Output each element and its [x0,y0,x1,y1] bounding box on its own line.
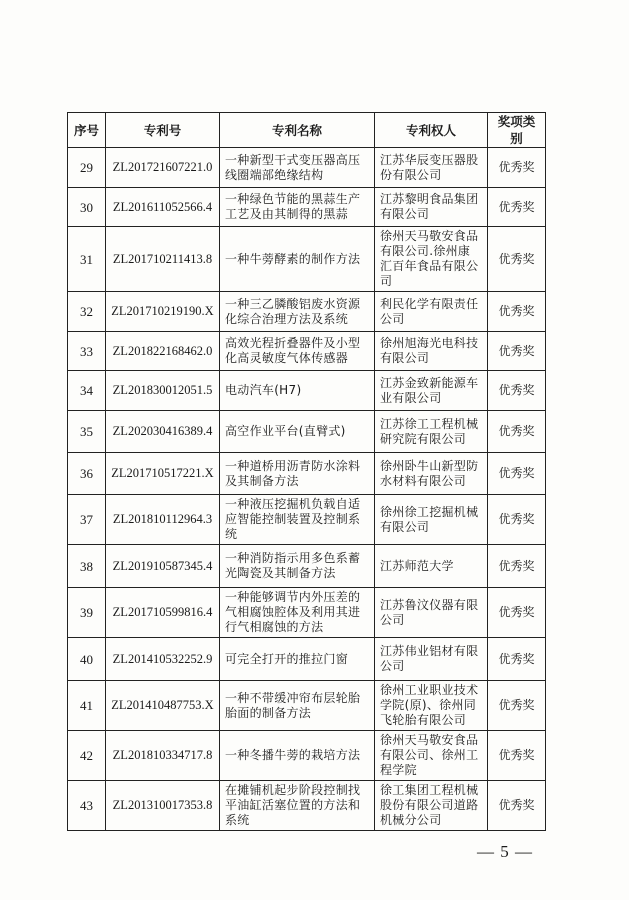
table-row [68,781,546,831]
award-type-cell: 优秀奖 [488,227,546,292]
table-row [68,495,546,545]
patent-number-cell: ZL201810334717.8 [106,731,220,781]
award-type-cell: 优秀奖 [488,332,546,371]
patent-number-cell: ZL201710219190.X [106,292,220,332]
serial-cell: 37 [68,495,106,545]
serial-cell: 30 [68,188,106,227]
patent-name-cell: 一种消防指示用多色系蓄光陶瓷及其制备方法 [220,545,375,588]
header-patent-holder: 专利权人 [375,113,488,148]
header-serial: 序号 [68,113,106,148]
serial-cell: 41 [68,681,106,731]
page-number: — 5 — [477,842,533,861]
patent-name-cell: 一种绿色节能的黑蒜生产工艺及由其制得的黑蒜 [220,188,375,227]
table-row [68,545,546,588]
patent-name-cell: 电动汽车(H7) [220,371,375,411]
patent-number-cell: ZL201910587345.4 [106,545,220,588]
patent-name-cell: 高效光程折叠器件及小型化高灵敏度气体传感器 [220,332,375,371]
award-type-cell: 优秀奖 [488,588,546,638]
table-row [68,332,546,371]
serial-cell: 31 [68,227,106,292]
award-type-cell: 优秀奖 [488,495,546,545]
patent-name-cell: 一种液压挖掘机负载自适应智能控制装置及控制系统 [220,495,375,545]
patent-holder-cell: 徐州旭海光电科技有限公司 [375,332,488,371]
award-type-cell: 优秀奖 [488,453,546,495]
patent-number-cell: ZL201822168462.0 [106,332,220,371]
patent-number-cell: ZL201310017353.8 [106,781,220,831]
patent-name-cell: 一种三乙膦酸铝废水资源化综合治理方法及系统 [220,292,375,332]
award-type-cell: 优秀奖 [488,371,546,411]
patent-holder-cell: 江苏鲁汶仪器有限公司 [375,588,488,638]
patent-holder-cell: 徐州工业职业技术学院(原)、徐州同飞轮胎有限公司 [375,681,488,731]
patent-holder-cell: 利民化学有限责任公司 [375,292,488,332]
patent-holder-cell: 江苏金致新能源车业有限公司 [375,371,488,411]
table-row [68,588,546,638]
patent-name-cell: 一种冬播牛蒡的栽培方法 [220,731,375,781]
page-sheet [67,112,545,863]
serial-cell: 40 [68,638,106,681]
patent-name-cell: 一种牛蒡酵素的制作方法 [220,227,375,292]
patent-holder-cell: 徐州天马敬安食品有限公司、徐州工程学院 [375,731,488,781]
patent-holder-cell: 江苏徐工工程机械研究院有限公司 [375,411,488,453]
award-type-cell: 优秀奖 [488,638,546,681]
patent-name-cell: 一种新型干式变压器高压线圈端部绝缘结构 [220,148,375,188]
serial-cell: 33 [68,332,106,371]
patent-name-cell: 一种能够调节内外压差的气相腐蚀腔体及利用其进行气相腐蚀的方法 [220,588,375,638]
table-row [68,731,546,781]
award-type-cell: 优秀奖 [488,781,546,831]
patent-name-cell: 在摊铺机起步阶段控制找平油缸活塞位置的方法和系统 [220,781,375,831]
serial-cell: 35 [68,411,106,453]
award-type-cell: 优秀奖 [488,731,546,781]
serial-cell: 36 [68,453,106,495]
patent-number-cell: ZL201810112964.3 [106,495,220,545]
serial-cell: 39 [68,588,106,638]
patent-holder-cell: 江苏伟业铝材有限公司 [375,638,488,681]
award-type-cell: 优秀奖 [488,545,546,588]
patent-name-cell: 一种不带缓冲帘布层轮胎胎面的制备方法 [220,681,375,731]
serial-cell: 34 [68,371,106,411]
table-row [68,411,546,453]
table-header-row [68,113,546,148]
table-row [68,638,546,681]
serial-cell: 43 [68,781,106,831]
award-type-cell: 优秀奖 [488,148,546,188]
patent-award-table [67,112,546,831]
patent-number-cell: ZL201721607221.0 [106,148,220,188]
patent-holder-cell: 江苏华辰变压器股份有限公司 [375,148,488,188]
serial-cell: 42 [68,731,106,781]
table-row [68,188,546,227]
patent-holder-cell: 徐州天马敬安食品有限公司.徐州康汇百年食品有限公司 [375,227,488,292]
table-row [68,681,546,731]
patent-holder-cell: 江苏黎明食品集团有限公司 [375,188,488,227]
award-type-cell: 优秀奖 [488,681,546,731]
patent-name-cell: 一种道桥用沥青防水涂料及其制备方法 [220,453,375,495]
patent-number-cell: ZL201830012051.5 [106,371,220,411]
header-award-type: 奖项类别 [488,113,546,148]
patent-name-cell: 高空作业平台(直臂式) [220,411,375,453]
table-row [68,292,546,332]
patent-holder-cell: 徐州卧牛山新型防水材料有限公司 [375,453,488,495]
patent-number-cell: ZL201410532252.9 [106,638,220,681]
patent-number-cell: ZL201611052566.4 [106,188,220,227]
header-patent-number: 专利号 [106,113,220,148]
patent-number-cell: ZL202030416389.4 [106,411,220,453]
serial-cell: 32 [68,292,106,332]
table-row [68,227,546,292]
award-type-cell: 优秀奖 [488,292,546,332]
serial-cell: 29 [68,148,106,188]
award-type-cell: 优秀奖 [488,188,546,227]
patent-name-cell: 可完全打开的推拉门窗 [220,638,375,681]
patent-number-cell: ZL201710599816.4 [106,588,220,638]
patent-holder-cell: 徐工集团工程机械股份有限公司道路机械分公司 [375,781,488,831]
table-row [68,453,546,495]
patent-holder-cell: 江苏师范大学 [375,545,488,588]
patent-number-cell: ZL201410487753.X [106,681,220,731]
table-row [68,371,546,411]
patent-number-cell: ZL201710211413.8 [106,227,220,292]
award-type-cell: 优秀奖 [488,411,546,453]
header-patent-name: 专利名称 [220,113,375,148]
serial-cell: 38 [68,545,106,588]
table-row [68,148,546,188]
patent-number-cell: ZL201710517221.X [106,453,220,495]
patent-holder-cell: 徐州徐工挖掘机械有限公司 [375,495,488,545]
